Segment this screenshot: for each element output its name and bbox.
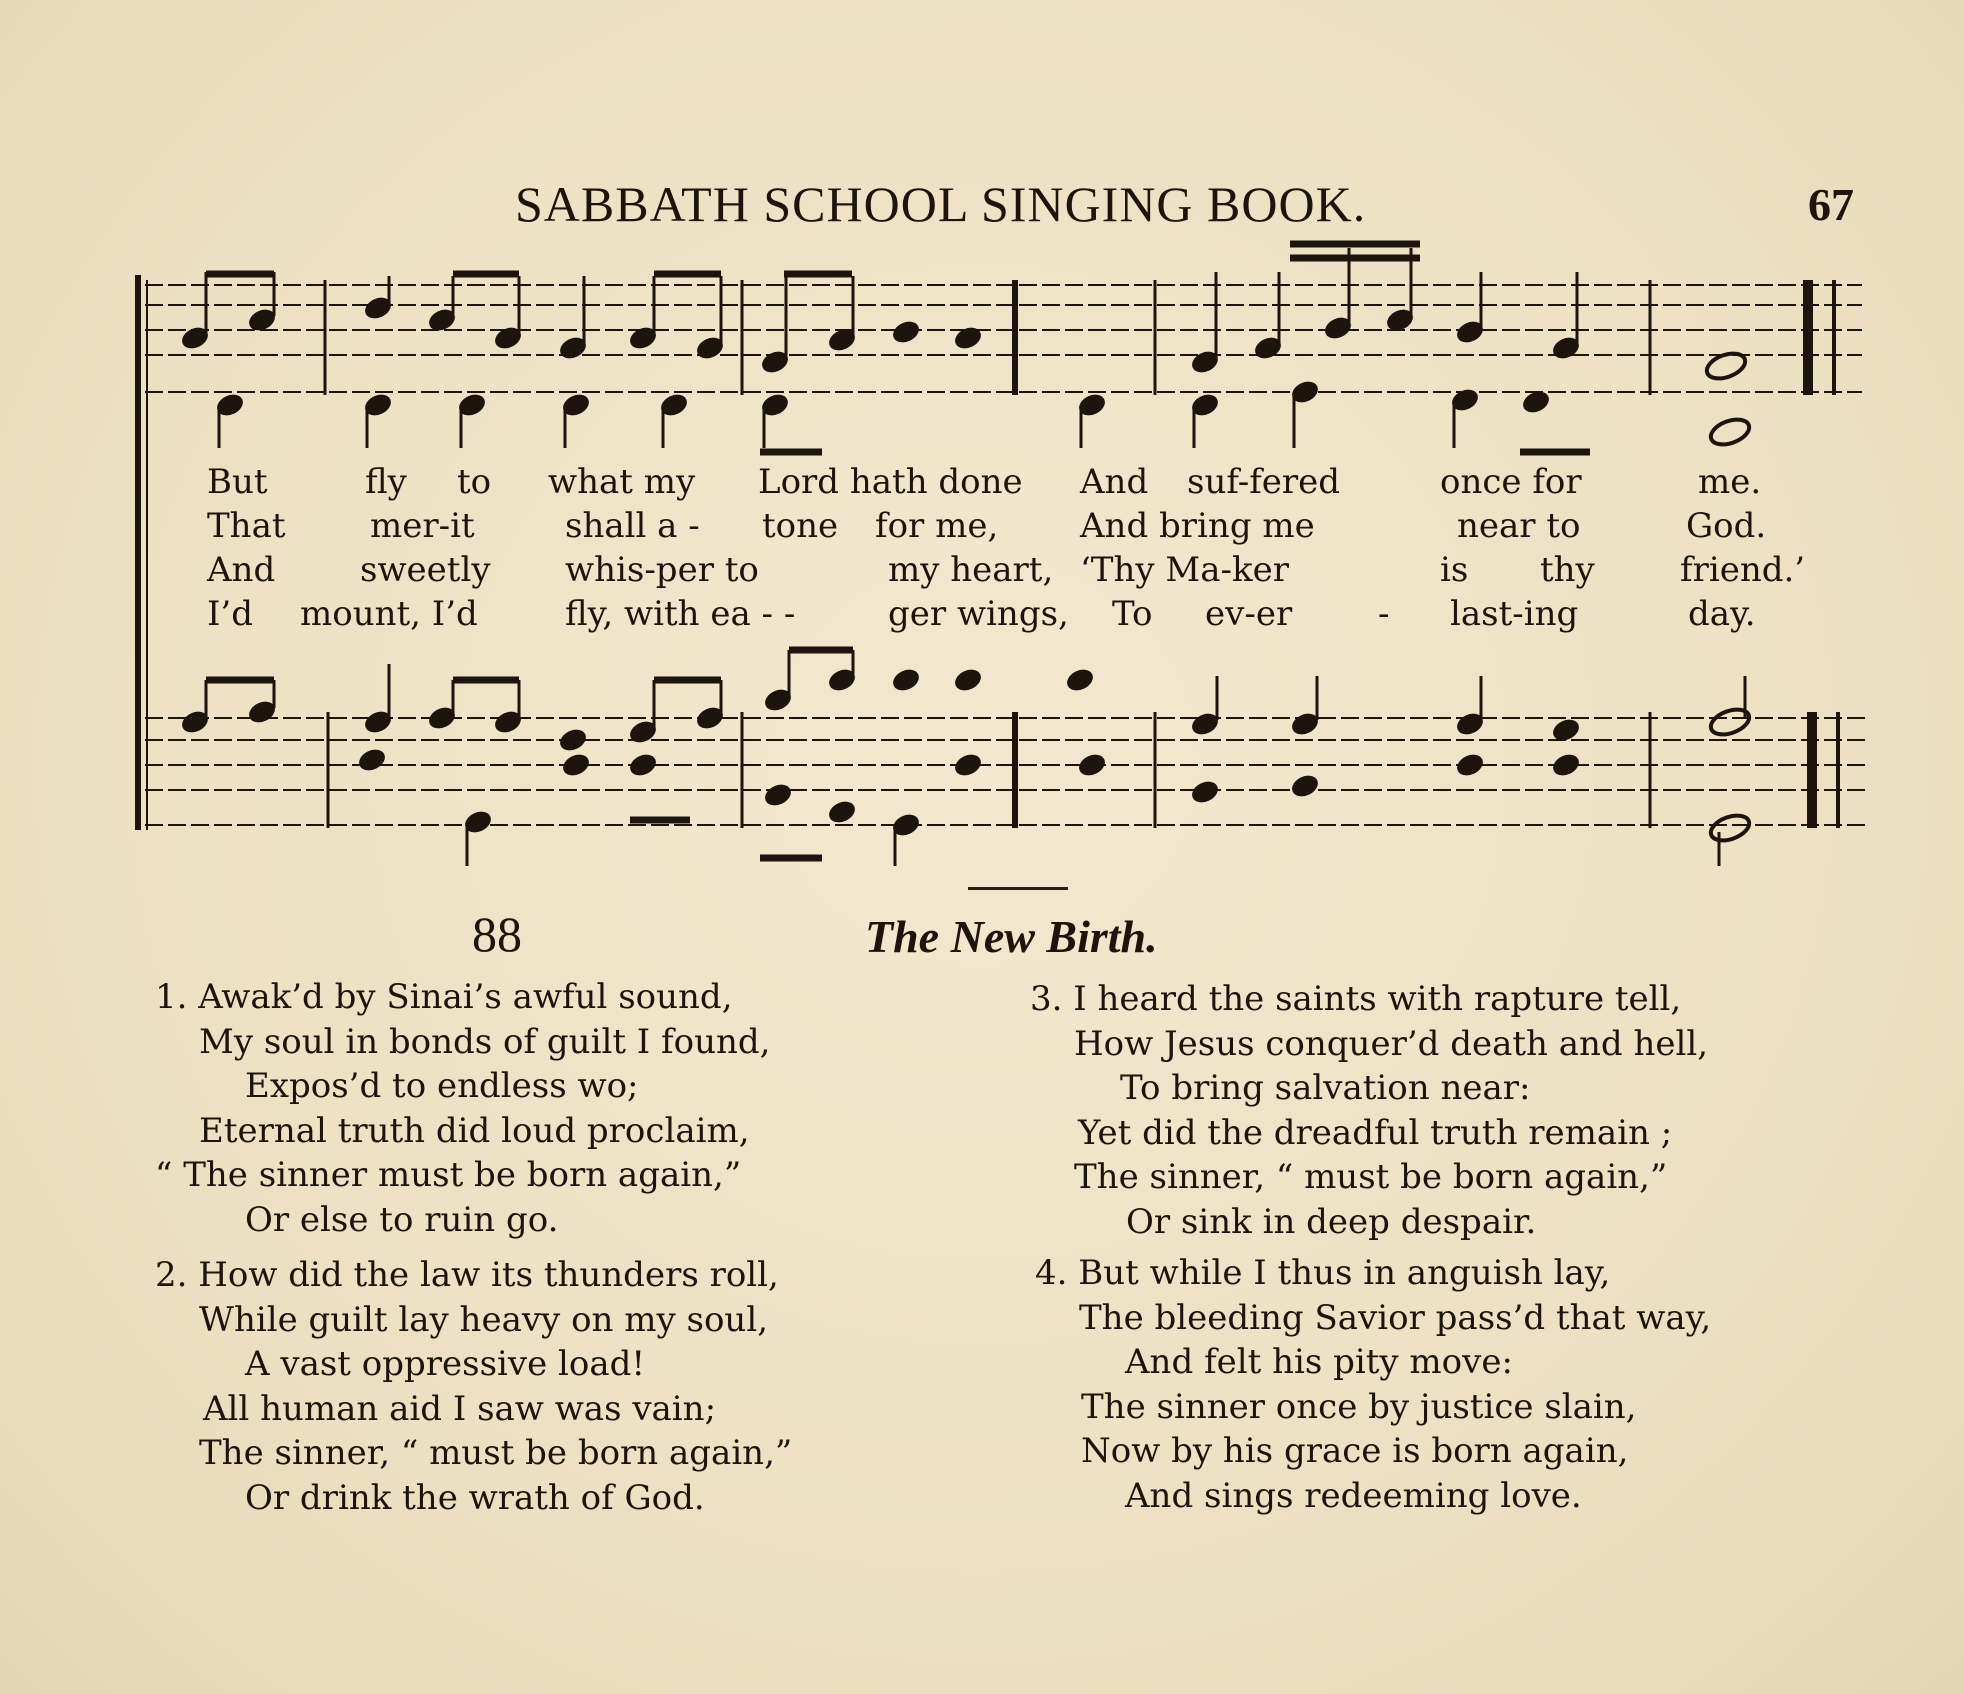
lyric-line-1 (0, 462, 1964, 502)
stanza-line: The bleeding Savior pass’d that way, (1079, 1297, 1712, 1338)
lower-staff-notes (179, 650, 1752, 866)
lyric-syllable: And bring me (1080, 506, 1315, 546)
lyric-syllable: me. (1698, 462, 1762, 502)
lyric-line-4 (0, 594, 1964, 634)
stanza-line: 3. I heard the saints with rapture tell, (1030, 979, 1682, 1019)
stanza-line: How Jesus conquer’d death and hell, (1074, 1023, 1709, 1064)
stanza-line: Or else to ruin go. (245, 1199, 559, 1240)
stanza-line: A vast oppressive load! (245, 1344, 646, 1384)
lyric-syllable: last-ing (1450, 594, 1579, 634)
lyric-syllable: To (1112, 594, 1153, 634)
lyric-syllable: thy (1540, 550, 1595, 590)
stanza-line: While guilt lay heavy on my soul, (199, 1299, 769, 1340)
stanza-line: And sings redeeming love. (1125, 1475, 1582, 1516)
lyric-line-2 (0, 506, 1964, 546)
stanza-2 (155, 1253, 792, 1520)
lyric-syllable: for me, (875, 506, 999, 546)
stanza-line: The sinner once by justice slain, (1081, 1386, 1637, 1427)
lyric-syllable: suf-fered (1187, 462, 1341, 502)
lyric-syllable: fly, with ea - - (565, 594, 796, 634)
lower-staff-system (145, 712, 1868, 828)
lyric-syllable: sweetly (360, 550, 491, 590)
lyric-syllable: Lord hath done (758, 462, 1023, 502)
stanza-line: The sinner, “ must be born again,” (1074, 1157, 1668, 1197)
stanza-line: “ The sinner must be born again,” (155, 1155, 742, 1195)
lyric-syllable: whis-per to (565, 550, 759, 590)
stanza-line: Eternal truth did loud proclaim, (199, 1110, 750, 1151)
lyric-syllable: That (207, 506, 286, 546)
stanza-line: Or drink the wrath of God. (245, 1477, 705, 1518)
lyric-syllable: ‘Thy Ma-ker (1080, 550, 1289, 590)
stanza-line: The sinner, “ must be born again,” (199, 1433, 793, 1473)
lyric-syllable: fly (365, 462, 407, 502)
lyric-syllable: ger wings, (888, 594, 1069, 634)
stanza-line: Yet did the dreadful truth remain ; (1078, 1112, 1673, 1153)
lyric-syllable: mount, I’d (300, 594, 478, 634)
section-divider (968, 887, 1068, 890)
stanza-line: Now by his grace is born again, (1081, 1431, 1629, 1471)
stanza-line: 1. Awak’d by Sinai’s awful sound, (155, 977, 733, 1017)
lyric-syllable: day. (1688, 594, 1756, 634)
lyric-syllable: my heart, (888, 550, 1054, 590)
lyric-syllable: tone (762, 506, 839, 546)
stanza-line: My soul in bonds of guilt I found, (199, 1021, 771, 1062)
lyric-syllable: to (457, 462, 492, 502)
upper-staff-notes (179, 244, 1752, 452)
stanza-3 (1030, 977, 1708, 1244)
hymn-title: The New Birth. (865, 911, 1158, 962)
stanza-line: To bring salvation near: (1120, 1068, 1531, 1108)
lyric-syllable: And (1080, 462, 1149, 502)
page-number: 67 (1808, 179, 1854, 230)
lyric-syllable: near to (1457, 506, 1581, 546)
stanza-line: Expos’d to endless wo; (245, 1066, 639, 1106)
stanza-line: And felt his pity move: (1125, 1342, 1513, 1382)
lyric-syllable: - (1378, 594, 1390, 634)
lyric-syllable: what my (548, 462, 696, 502)
stanza-1 (155, 975, 770, 1242)
stanza-4 (1035, 1251, 1711, 1518)
lyric-syllable: ev-er (1205, 594, 1293, 634)
lyric-syllable: is (1440, 550, 1469, 590)
stanza-line: All human aid I saw was vain; (203, 1388, 717, 1429)
lyric-syllable: friend.’ (1680, 550, 1806, 590)
lyric-syllable: God. (1686, 506, 1767, 546)
stanza-line: 2. How did the law its thunders roll, (155, 1255, 779, 1295)
lyric-syllable: And (207, 550, 276, 590)
lyric-syllable: But (207, 462, 268, 502)
hymn-number: 88 (472, 906, 522, 962)
lyric-syllable: mer-it (370, 506, 475, 546)
lyric-syllable: shall a - (565, 506, 700, 546)
stanza-line: 4. But while I thus in anguish lay, (1035, 1253, 1611, 1293)
running-title: SABBATH SCHOOL SINGING BOOK. (515, 176, 1367, 232)
lyric-syllable: I’d (207, 594, 254, 634)
lyric-syllable: once for (1440, 462, 1582, 502)
lyric-line-3 (0, 550, 1964, 590)
stanza-line: Or sink in deep despair. (1126, 1201, 1537, 1242)
